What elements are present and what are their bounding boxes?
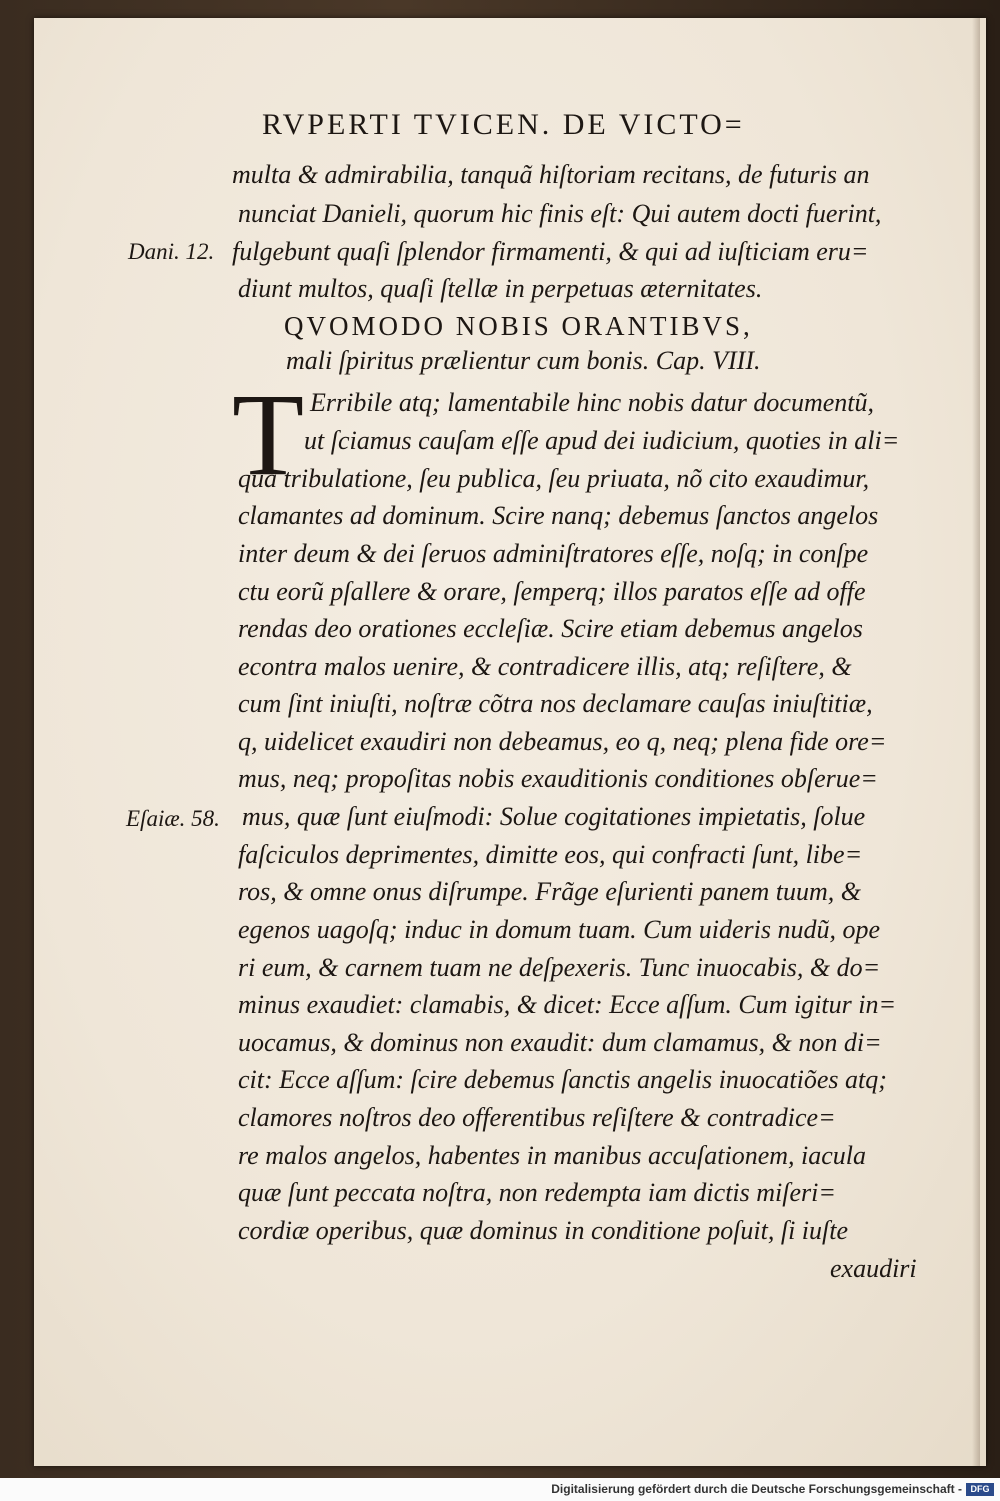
text-line: inter deum & dei ſeruos adminiſtratores eſſe, noſq; in conſpe [238, 539, 869, 568]
text-line: clamantes ad dominum. Scire nanq; debemus ſanctos angelos [238, 501, 879, 530]
text-line: nunciat Danieli, quorum hic finis eſt: Qui autem docti fuerint, [238, 199, 882, 228]
text-line: multa & admirabilia, tanquã hiſtoriam recitans, de futuris an [232, 160, 870, 189]
catchword: exaudiri [830, 1254, 917, 1283]
text-line: rendas deo orationes eccleſiæ. Scire etiam debemus angelos [238, 614, 863, 643]
text-line: mus, quæ ſunt eiuſmodi: Solue cogitationes impietatis, ſolue [242, 802, 866, 831]
footer-bar [0, 1478, 1000, 1501]
text-line: clamores noſtros deo offerentibus reſiſtere & contradice= [238, 1103, 836, 1132]
text-line: cit: Ecce aſſum: ſcire debemus ſanctis angelis inuocatiões atq; [238, 1065, 887, 1094]
chapter-title: QVOMODO NOBIS ORANTIBVS, [284, 311, 753, 341]
footer-credit: Digitalisierung gefördert durch die Deutsche Forschungsgemeinschaft - [551, 1482, 962, 1496]
text-line: q, uidelicet exaudiri non debeamus, eo q, neq; plena fide ore= [238, 727, 887, 756]
text-line: uocamus, & dominus non exaudit: dum clamamus, & non di= [238, 1028, 882, 1057]
text-line: mus, neq; propoſitas nobis exauditionis conditiones obſerue= [238, 764, 878, 793]
text-line: qua tribulatione, ſeu publica, ſeu priuata, nõ cito exaudimur, [238, 464, 870, 493]
page-edge-shadow [972, 18, 980, 1466]
margin-note-esaiae: Eſaiæ. 58. [126, 806, 220, 831]
chapter-subtitle: mali ſpiritus prælientur cum bonis. Cap. VIII. [286, 346, 761, 375]
text-line: quæ ſunt peccata noſtra, non redempta iam dictis miſeri= [238, 1178, 836, 1207]
running-header: RVPERTI TVICEN. DE VICTO= [262, 108, 745, 141]
text-line: minus exaudiet: clamabis, & dicet: Ecce aſſum. Cum igitur in= [238, 990, 897, 1019]
text-line: econtra malos uenire, & contradicere illis, atq; reſiſtere, & [238, 652, 852, 681]
text-line: ctu eorũ pſallere & orare, ſemperq; illos paratos eſſe ad offe [238, 577, 866, 606]
text-line: ros, & omne onus diſrumpe. Frãge eſurienti panem tuum, & [238, 877, 861, 906]
text-line: cum ſint iniuſti, noſtræ cõtra nos declamare cauſas iniuſtitiæ, [238, 689, 873, 718]
dfg-logo-icon: DFG [966, 1483, 994, 1496]
drop-cap: T [232, 369, 305, 500]
margin-note-dani: Dani. 12. [128, 239, 215, 264]
text-line: fulgebunt quaſi ſplendor firmamenti, & qui ad iuſticiam eru= [232, 237, 869, 266]
text-line: diunt multos, quaſi ſtellæ in perpetuas æternitates. [238, 274, 763, 303]
text-line: Erribile atq; lamentabile hinc nobis datur documentũ, [310, 388, 874, 417]
text-line: ri eum, & carnem tuam ne deſpexeris. Tunc inuocabis, & do= [238, 953, 881, 982]
text-line: re malos angelos, habentes in manibus accuſationem, iacula [238, 1141, 867, 1170]
text-line: egenos uagoſq; induc in domum tuam. Cum uideris nudũ, ope [238, 915, 881, 944]
text-line: cordiæ operibus, quæ dominus in conditione poſuit, ſi iuſte [238, 1216, 849, 1245]
text-line: faſciculos deprimentes, dimitte eos, qui confracti ſunt, libe= [238, 840, 863, 869]
text-line: ut ſciamus cauſam eſſe apud dei iudicium, quoties in ali= [304, 426, 900, 455]
